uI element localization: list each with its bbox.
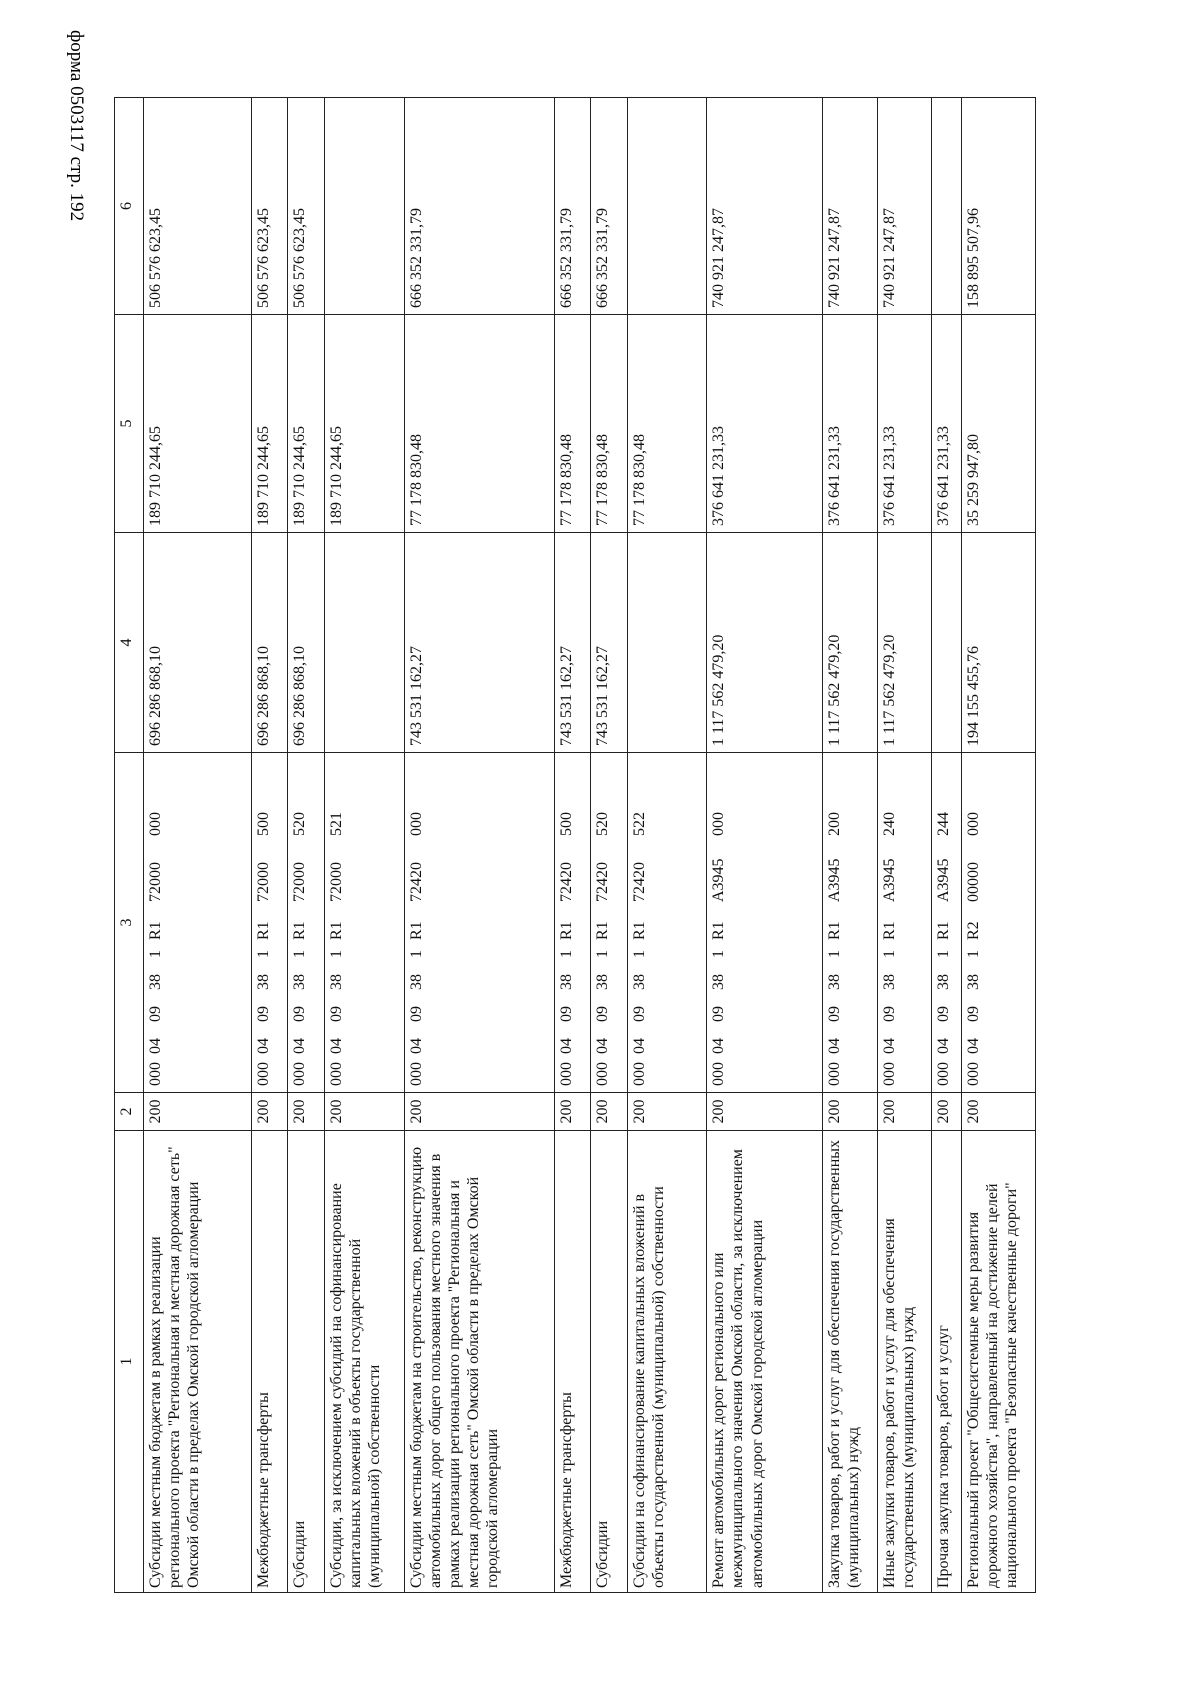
code-segment: 000 [935, 1062, 953, 1086]
column-header-1: 1 [115, 1131, 144, 1593]
column-header-2: 2 [115, 1093, 144, 1131]
code-segment: 000 [327, 1062, 345, 1086]
classification-code-cell [554, 753, 590, 1093]
code-segment: 1 [327, 950, 345, 958]
classification-code-cell [404, 753, 554, 1093]
classification-code [593, 755, 612, 1086]
code-segment: 1 [826, 950, 844, 958]
code-segment: 000 [255, 1062, 273, 1086]
row-name-cell: Прочая закупка товаров, работ и услуг [932, 1131, 962, 1593]
code-segment: 00000 [965, 862, 982, 902]
code-segment: 38 [255, 974, 273, 990]
executed-amount-cell: 189 710 244,65 [144, 315, 252, 533]
executed-amount-cell: 77 178 830,48 [404, 315, 554, 533]
classification-code [934, 755, 953, 1086]
code-segment: 1 [147, 950, 164, 958]
line-code-cell: 200 [877, 1093, 932, 1131]
code-segment: 09 [407, 1006, 425, 1022]
code-segment: 000 [965, 1062, 982, 1086]
row-name-cell: Субсидии местным бюджетам на строительство, реконструкцию автомобильных дорог общего пользования местного значения в рамках реализации регионального проекта "Региональная и местная дорожная сеть" Омской области в пределах Омской городской агломерации [404, 1131, 554, 1593]
column-header-6: 6 [115, 98, 144, 315]
row-name-cell: Субсидии [591, 1131, 627, 1593]
code-segment: 000 [710, 812, 728, 836]
code-segment: R1 [594, 921, 612, 940]
code-segment: 04 [965, 1038, 982, 1054]
table-row [591, 98, 627, 1593]
code-segment: 500 [255, 812, 273, 836]
unexecuted-amount-cell: 506 576 623,45 [144, 98, 252, 315]
code-segment: 04 [710, 1038, 728, 1054]
code-segment: 09 [255, 1006, 273, 1022]
code-segment: 244 [935, 812, 953, 836]
code-segment: R1 [147, 921, 164, 940]
approved-amount-cell: 1 117 562 479,20 [877, 533, 932, 753]
table-row [554, 98, 590, 1593]
code-segment: 09 [710, 1006, 728, 1022]
code-segment: 04 [407, 1038, 425, 1054]
code-segment: 04 [880, 1038, 898, 1054]
executed-amount-cell: 189 710 244,65 [324, 315, 404, 533]
executed-amount-cell: 376 641 231,33 [877, 315, 932, 533]
unexecuted-amount-cell: 666 352 331,79 [404, 98, 554, 315]
code-segment: 09 [594, 1006, 612, 1022]
table-row [877, 98, 932, 1593]
classification-code [825, 755, 844, 1086]
table-row [707, 98, 823, 1593]
line-code-cell: 200 [932, 1093, 962, 1131]
executed-amount-cell: 376 641 231,33 [932, 315, 962, 533]
rotated-table-container [114, 98, 1036, 1593]
code-segment: 38 [407, 974, 425, 990]
code-segment: 520 [291, 812, 309, 836]
code-segment: 09 [557, 1006, 575, 1022]
code-segment: R1 [557, 921, 575, 940]
code-segment: 38 [935, 974, 953, 990]
code-segment: R1 [407, 921, 425, 940]
classification-code [557, 755, 576, 1086]
column-header-4: 4 [115, 533, 144, 753]
code-segment: 000 [407, 1062, 425, 1086]
approved-amount-cell [627, 533, 707, 753]
table-row [932, 98, 962, 1593]
code-segment: 72000 [255, 862, 273, 902]
approved-amount-cell: 696 286 868,10 [252, 533, 288, 753]
code-segment: 38 [880, 974, 898, 990]
table-row [823, 98, 878, 1593]
code-segment: 72420 [407, 862, 425, 902]
code-segment: 38 [965, 974, 982, 990]
code-segment: 72000 [147, 862, 164, 902]
classification-code [327, 755, 346, 1086]
code-segment: 000 [965, 812, 982, 836]
code-segment: 000 [710, 1062, 728, 1086]
table-row [627, 98, 707, 1593]
approved-amount-cell: 194 155 455,76 [962, 533, 1036, 753]
unexecuted-amount-cell: 506 576 623,45 [288, 98, 324, 315]
approved-amount-cell: 1 117 562 479,20 [707, 533, 823, 753]
code-segment: 000 [407, 812, 425, 836]
code-segment: 09 [965, 1006, 982, 1022]
code-segment: R1 [826, 921, 844, 940]
code-segment: R1 [630, 921, 648, 940]
code-segment: 1 [255, 950, 273, 958]
table-row [962, 98, 1036, 1593]
unexecuted-amount-cell: 666 352 331,79 [554, 98, 590, 315]
code-segment: R2 [965, 921, 982, 940]
code-segment: 1 [630, 950, 648, 958]
unexecuted-amount-cell: 506 576 623,45 [252, 98, 288, 315]
classification-code-cell [288, 753, 324, 1093]
code-segment: 04 [826, 1038, 844, 1054]
code-segment: 520 [594, 812, 612, 836]
code-segment: 09 [327, 1006, 345, 1022]
table-row [404, 98, 554, 1593]
row-name-cell: Субсидии [288, 1131, 324, 1593]
code-segment: 04 [630, 1038, 648, 1054]
code-segment: 09 [826, 1006, 844, 1022]
classification-code-cell [932, 753, 962, 1093]
code-segment: 38 [630, 974, 648, 990]
code-segment: A3945 [880, 858, 898, 902]
code-segment: 04 [255, 1038, 273, 1054]
column-number-header-row [115, 98, 144, 1593]
classification-code [964, 755, 983, 1086]
line-code-cell: 200 [404, 1093, 554, 1131]
row-name-cell: Субсидии местным бюджетам в рамках реализации регионального проекта "Региональная и местная дорожная сеть" Омской области в пределах Омской городской агломерации [144, 1131, 252, 1593]
approved-amount-cell: 696 286 868,10 [144, 533, 252, 753]
code-segment: 38 [327, 974, 345, 990]
code-segment: 72000 [291, 862, 309, 902]
classification-code-cell [591, 753, 627, 1093]
classification-code [709, 755, 728, 1086]
line-code-cell: 200 [962, 1093, 1036, 1131]
line-code-cell: 200 [288, 1093, 324, 1131]
classification-code [290, 755, 309, 1086]
code-segment: R1 [327, 921, 345, 940]
code-segment: 04 [147, 1038, 164, 1054]
code-segment: 09 [880, 1006, 898, 1022]
classification-code [146, 755, 165, 1086]
executed-amount-cell: 35 259 947,80 [962, 315, 1036, 533]
code-segment: 000 [826, 1062, 844, 1086]
code-segment: 09 [935, 1006, 953, 1022]
classification-code-cell [324, 753, 404, 1093]
column-header-5: 5 [115, 315, 144, 533]
code-segment: 000 [557, 1062, 575, 1086]
code-segment: 38 [710, 974, 728, 990]
code-segment: R1 [255, 921, 273, 940]
approved-amount-cell: 743 531 162,27 [554, 533, 590, 753]
line-code-cell: 200 [324, 1093, 404, 1131]
code-segment: 200 [826, 812, 844, 836]
line-code-cell: 200 [707, 1093, 823, 1131]
code-segment: 1 [594, 950, 612, 958]
executed-amount-cell: 189 710 244,65 [252, 315, 288, 533]
classification-code-cell [627, 753, 707, 1093]
unexecuted-amount-cell: 740 921 247,87 [707, 98, 823, 315]
code-segment: 09 [147, 1006, 164, 1022]
row-name-cell: Ремонт автомобильных дорог регионального или межмуниципального значения Омской области, за исключением автомобильных дорог Омской городской агломерации [707, 1131, 823, 1593]
classification-code-cell [707, 753, 823, 1093]
unexecuted-amount-cell: 740 921 247,87 [877, 98, 932, 315]
classification-code [880, 755, 899, 1086]
code-segment: 000 [147, 1062, 164, 1086]
line-code-cell: 200 [144, 1093, 252, 1131]
row-name-cell: Межбюджетные трансферты [252, 1131, 288, 1593]
code-segment: 04 [327, 1038, 345, 1054]
code-segment: A3945 [935, 858, 953, 902]
code-segment: 04 [291, 1038, 309, 1054]
column-header-3: 3 [115, 753, 144, 1093]
unexecuted-amount-cell: 740 921 247,87 [823, 98, 878, 315]
code-segment: 522 [630, 812, 648, 836]
table-body [144, 98, 1036, 1593]
code-segment: 1 [965, 950, 982, 958]
code-segment: 04 [935, 1038, 953, 1054]
executed-amount-cell: 77 178 830,48 [627, 315, 707, 533]
line-code-cell: 200 [252, 1093, 288, 1131]
executed-amount-cell: 77 178 830,48 [554, 315, 590, 533]
code-segment: 72420 [594, 862, 612, 902]
executed-amount-cell: 376 641 231,33 [823, 315, 878, 533]
row-name-cell: Субсидии, за исключением субсидий на софинансирование капитальных вложений в объекты государственной (муниципальной) собственности [324, 1131, 404, 1593]
code-segment: R1 [291, 921, 309, 940]
row-name-cell: Региональный проект "Общесистемные меры развития дорожного хозяйства", направленный на достижение целей национального проекта "Безопасные качественные дороги" [962, 1131, 1036, 1593]
form-page-label: форма 0503117 стр. 192 [66, 30, 87, 222]
code-segment: 72000 [327, 862, 345, 902]
row-name-cell: Межбюджетные трансферты [554, 1131, 590, 1593]
table-row [252, 98, 288, 1593]
code-segment: 04 [594, 1038, 612, 1054]
unexecuted-amount-cell [324, 98, 404, 315]
code-segment: 1 [557, 950, 575, 958]
code-segment: 000 [880, 1062, 898, 1086]
executed-amount-cell: 189 710 244,65 [288, 315, 324, 533]
classification-code [630, 755, 649, 1086]
table-row [324, 98, 404, 1593]
code-segment: 1 [291, 950, 309, 958]
code-segment: 1 [935, 950, 953, 958]
unexecuted-amount-cell [627, 98, 707, 315]
table-row [144, 98, 252, 1593]
approved-amount-cell: 743 531 162,27 [591, 533, 627, 753]
classification-code-cell [823, 753, 878, 1093]
code-segment: 521 [327, 812, 345, 836]
line-code-cell: 200 [554, 1093, 590, 1131]
code-segment: 09 [630, 1006, 648, 1022]
code-segment: 000 [147, 812, 164, 836]
line-code-cell: 200 [591, 1093, 627, 1131]
row-name-cell: Субсидии на софинансирование капитальных вложений в объекты государственной (муниципальной) собственности [627, 1131, 707, 1593]
approved-amount-cell: 1 117 562 479,20 [823, 533, 878, 753]
code-segment: 09 [291, 1006, 309, 1022]
classification-code-cell [252, 753, 288, 1093]
approved-amount-cell [932, 533, 962, 753]
classification-code-cell [144, 753, 252, 1093]
code-segment: 38 [147, 974, 164, 990]
code-segment: 500 [557, 812, 575, 836]
code-segment: A3945 [710, 858, 728, 902]
table-row [288, 98, 324, 1593]
classification-code [407, 755, 426, 1086]
unexecuted-amount-cell: 666 352 331,79 [591, 98, 627, 315]
approved-amount-cell [324, 533, 404, 753]
code-segment: 1 [880, 950, 898, 958]
code-segment: 38 [826, 974, 844, 990]
line-code-cell: 200 [823, 1093, 878, 1131]
code-segment: 72420 [557, 862, 575, 902]
code-segment: 000 [594, 1062, 612, 1086]
code-segment: 240 [880, 812, 898, 836]
code-segment: 72420 [630, 862, 648, 902]
code-segment: 1 [407, 950, 425, 958]
code-segment: 38 [557, 974, 575, 990]
line-code-cell: 200 [627, 1093, 707, 1131]
budget-execution-table [114, 97, 1036, 1593]
code-segment: R1 [710, 921, 728, 940]
code-segment: 000 [291, 1062, 309, 1086]
code-segment: 04 [557, 1038, 575, 1054]
unexecuted-amount-cell: 158 895 507,96 [962, 98, 1036, 315]
code-segment: R1 [880, 921, 898, 940]
approved-amount-cell: 743 531 162,27 [404, 533, 554, 753]
executed-amount-cell: 77 178 830,48 [591, 315, 627, 533]
classification-code-cell [877, 753, 932, 1093]
row-name-cell: Закупка товаров, работ и услуг для обеспечения государственных (муниципальных) нужд [823, 1131, 878, 1593]
code-segment: 1 [710, 950, 728, 958]
approved-amount-cell: 696 286 868,10 [288, 533, 324, 753]
code-segment: 38 [291, 974, 309, 990]
code-segment: 38 [594, 974, 612, 990]
code-segment: A3945 [826, 858, 844, 902]
code-segment: 000 [630, 1062, 648, 1086]
classification-code-cell [962, 753, 1036, 1093]
row-name-cell: Иные закупки товаров, работ и услуг для обеспечения государственных (муниципальных) нужд [877, 1131, 932, 1593]
code-segment: R1 [935, 921, 953, 940]
executed-amount-cell: 376 641 231,33 [707, 315, 823, 533]
unexecuted-amount-cell [932, 98, 962, 315]
classification-code [254, 755, 273, 1086]
